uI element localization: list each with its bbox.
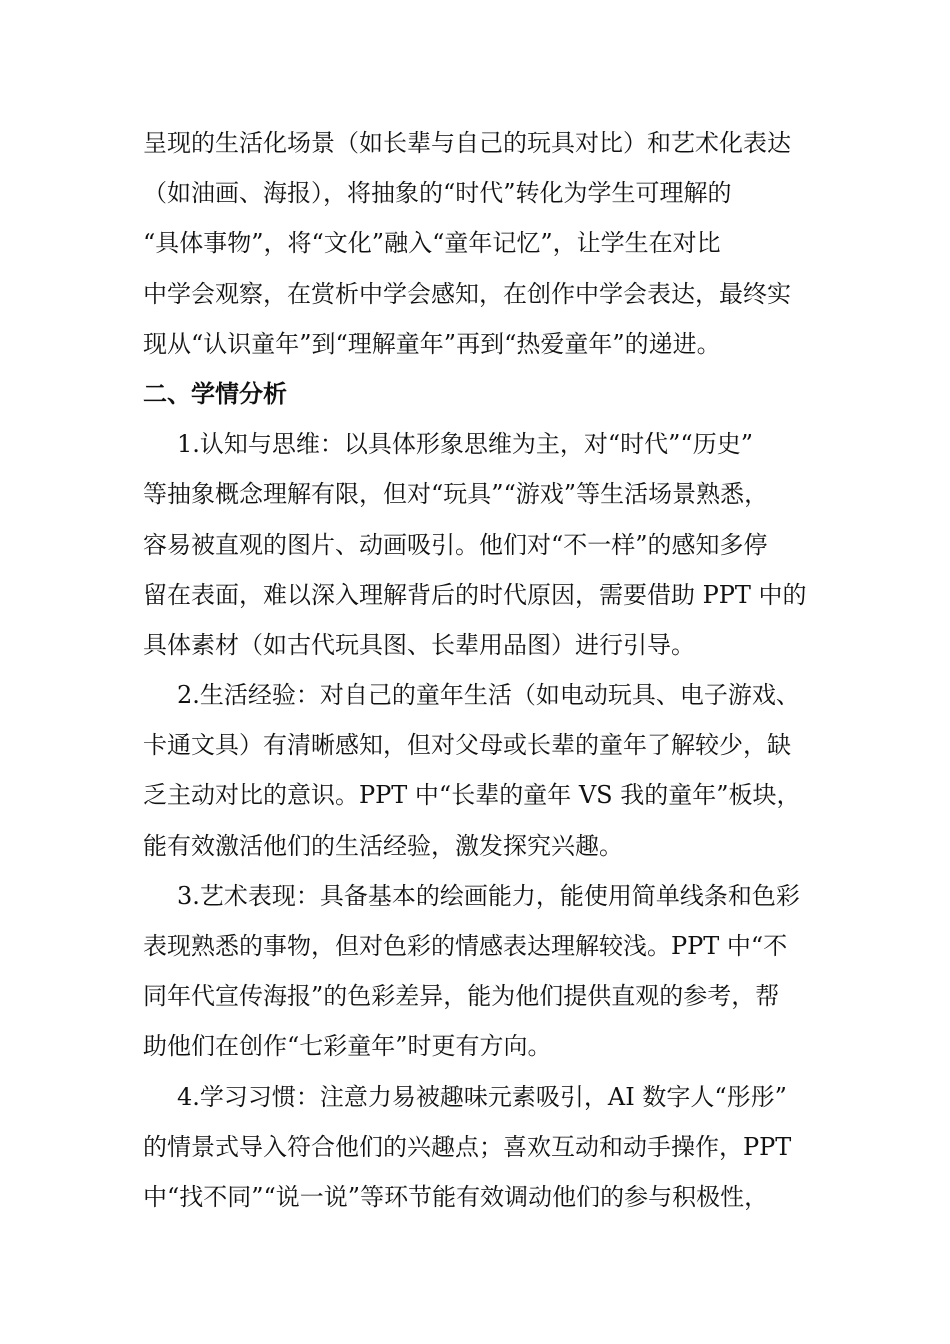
text-line: 中“找不同”“说一说”等环节能有效调动他们的参与积极性， (143, 1182, 769, 1211)
text-line: 2.生活经验：对自己的童年生活（如电动玩具、电子游戏、 (177, 681, 800, 710)
text-line: 卡通文具）有清晰感知，但对父母或长辈的童年了解较少，缺 (143, 731, 791, 760)
text-line: 呈现的生活化场景（如长辈与自己的玩具对比）和艺术化表达 (143, 129, 791, 157)
analysis-item-art-expression (143, 871, 823, 1072)
text-line: “具体事物”，将“文化”融入“童年记忆”，让学生在对比 (143, 229, 721, 258)
analysis-item-life-experience (143, 670, 823, 871)
text-line: 助他们在创作“七彩童年”时更有方向。 (143, 1032, 552, 1061)
section-heading: 二、学情分析 (143, 379, 287, 408)
text-line: 能有效激活他们的生活经验，激发探究兴趣。 (143, 831, 623, 860)
text-line: 表现熟悉的事物，但对色彩的情感表达理解较浅。PPT 中“不 (143, 932, 788, 960)
text-line: 同年代宣传海报”的色彩差异，能为他们提供直观的参考，帮 (143, 982, 780, 1011)
text-line: （如油画、海报），将抽象的“时代”转化为学生可理解的 (143, 179, 732, 208)
intro-paragraph (143, 118, 823, 369)
analysis-item-learning-habits (143, 1072, 823, 1223)
text-line: 3.艺术表现：具备基本的绘画能力，能使用简单线条和色彩 (177, 881, 800, 910)
text-line: 容易被直观的图片、动画吸引。他们对“不一样”的感知多停 (143, 530, 768, 559)
text-line: 1.认知与思维：以具体形象思维为主，对“时代”“历史” (177, 430, 753, 459)
analysis-item-cognition (143, 419, 823, 670)
text-line: 乏主动对比的意识。PPT 中“长辈的童年 VS 我的童年”板块， (143, 781, 801, 810)
text-line: 留在表面，难以深入理解背后的时代原因，需要借助 PPT 中的 (143, 580, 807, 609)
text-line: 等抽象概念理解有限，但对“玩具”“游戏”等生活场景熟悉， (143, 480, 769, 509)
text-line: 具体素材（如古代玩具图、长辈用品图）进行引导。 (143, 630, 695, 659)
text-line: 4.学习习惯：注意力易被趣味元素吸引，AI 数字人“彤彤” (177, 1082, 787, 1111)
text-line: 的情景式导入符合他们的兴趣点；喜欢互动和动手操作，PPT (143, 1132, 792, 1161)
text-line: 中学会观察，在赏析中学会感知，在创作中学会表达，最终实 (143, 279, 791, 308)
text-line: 现从“认识童年”到“理解童年”再到“热爱童年”的递进。 (143, 329, 721, 358)
document-page (143, 118, 823, 1222)
